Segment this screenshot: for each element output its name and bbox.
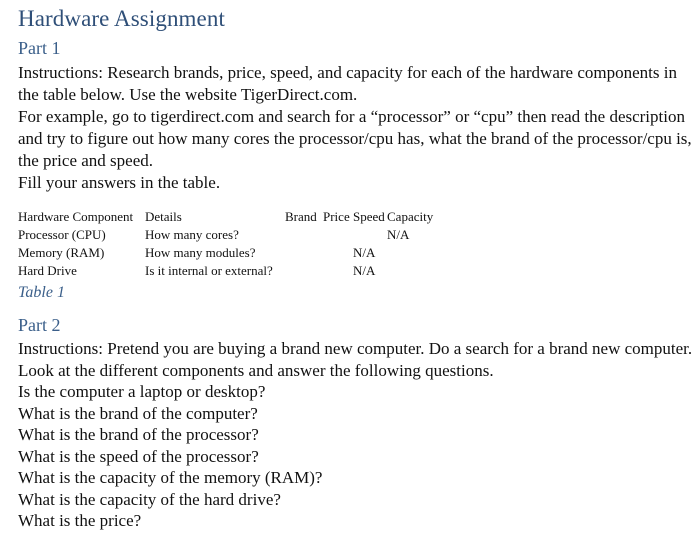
part2-line: What is the brand of the processor?: [18, 425, 259, 444]
cell-price: [323, 244, 353, 262]
cell-speed: N/A: [353, 245, 376, 260]
cell-details: Is it internal or external?: [145, 263, 273, 278]
table-row: [18, 262, 447, 280]
cell-brand: [285, 244, 323, 262]
cell-details: How many cores?: [145, 227, 239, 242]
part2-line: What is the capacity of the memory (RAM)?: [18, 468, 323, 487]
table-caption: Table 1: [18, 284, 65, 301]
cell-brand: [285, 262, 323, 280]
header-details: Details: [145, 209, 182, 224]
cell-capacity: [387, 262, 447, 280]
header-speed: Speed: [353, 209, 385, 224]
part2-line: What is the speed of the processor?: [18, 446, 259, 466]
cell-brand: [285, 226, 323, 244]
cell-component: Processor (CPU): [18, 227, 106, 242]
cell-speed: [353, 226, 387, 244]
part2-line: Is the computer a laptop or desktop?: [18, 382, 266, 401]
header-capacity: Capacity: [387, 209, 434, 224]
part2-line: Instructions: Pretend you are buying a brand new computer. Do a search for a brand new computer. Look at the different components and answer the following questions.: [18, 339, 693, 380]
header-brand: Brand: [285, 209, 317, 224]
cell-component: Hard Drive: [18, 263, 77, 278]
cell-capacity: [387, 244, 447, 262]
part1-instructions: [18, 62, 698, 194]
cell-speed: N/A: [353, 263, 376, 278]
table-header-row: [18, 208, 447, 226]
header-price: Price: [323, 209, 350, 224]
hardware-table: [18, 208, 447, 280]
table-row: [18, 226, 447, 244]
part2-line: What is the price?: [18, 511, 142, 530]
part1-paragraph: For example, go to tigerdirect.com and search for a “processor” or “cpu” then read the description and try to figure out how many cores the processor/cpu has, what the brand of the processor/cpu is, the price and speed.: [18, 107, 692, 170]
document-title: Hardware Assignment: [18, 6, 225, 31]
header-component: Hardware Component: [18, 209, 134, 224]
cell-price: [323, 262, 353, 280]
table-row: [18, 244, 447, 262]
cell-details: How many modules?: [145, 245, 256, 260]
cell-component: Memory (RAM): [18, 245, 105, 260]
part1-heading: Part 1: [18, 38, 61, 58]
part2-instructions: [18, 338, 698, 532]
cell-price: [323, 226, 353, 244]
part1-paragraph: Fill your answers in the table.: [18, 173, 221, 192]
part2-heading: Part 2: [18, 315, 61, 335]
part2-line: What is the brand of the computer?: [18, 403, 258, 423]
part2-line: What is the capacity of the hard drive?: [18, 489, 281, 509]
cell-capacity: N/A: [387, 227, 410, 242]
part1-paragraph: Instructions: Research brands, price, speed, and capacity for each of the hardware components in the table below. Use the website TigerDirect.com.: [18, 63, 677, 104]
